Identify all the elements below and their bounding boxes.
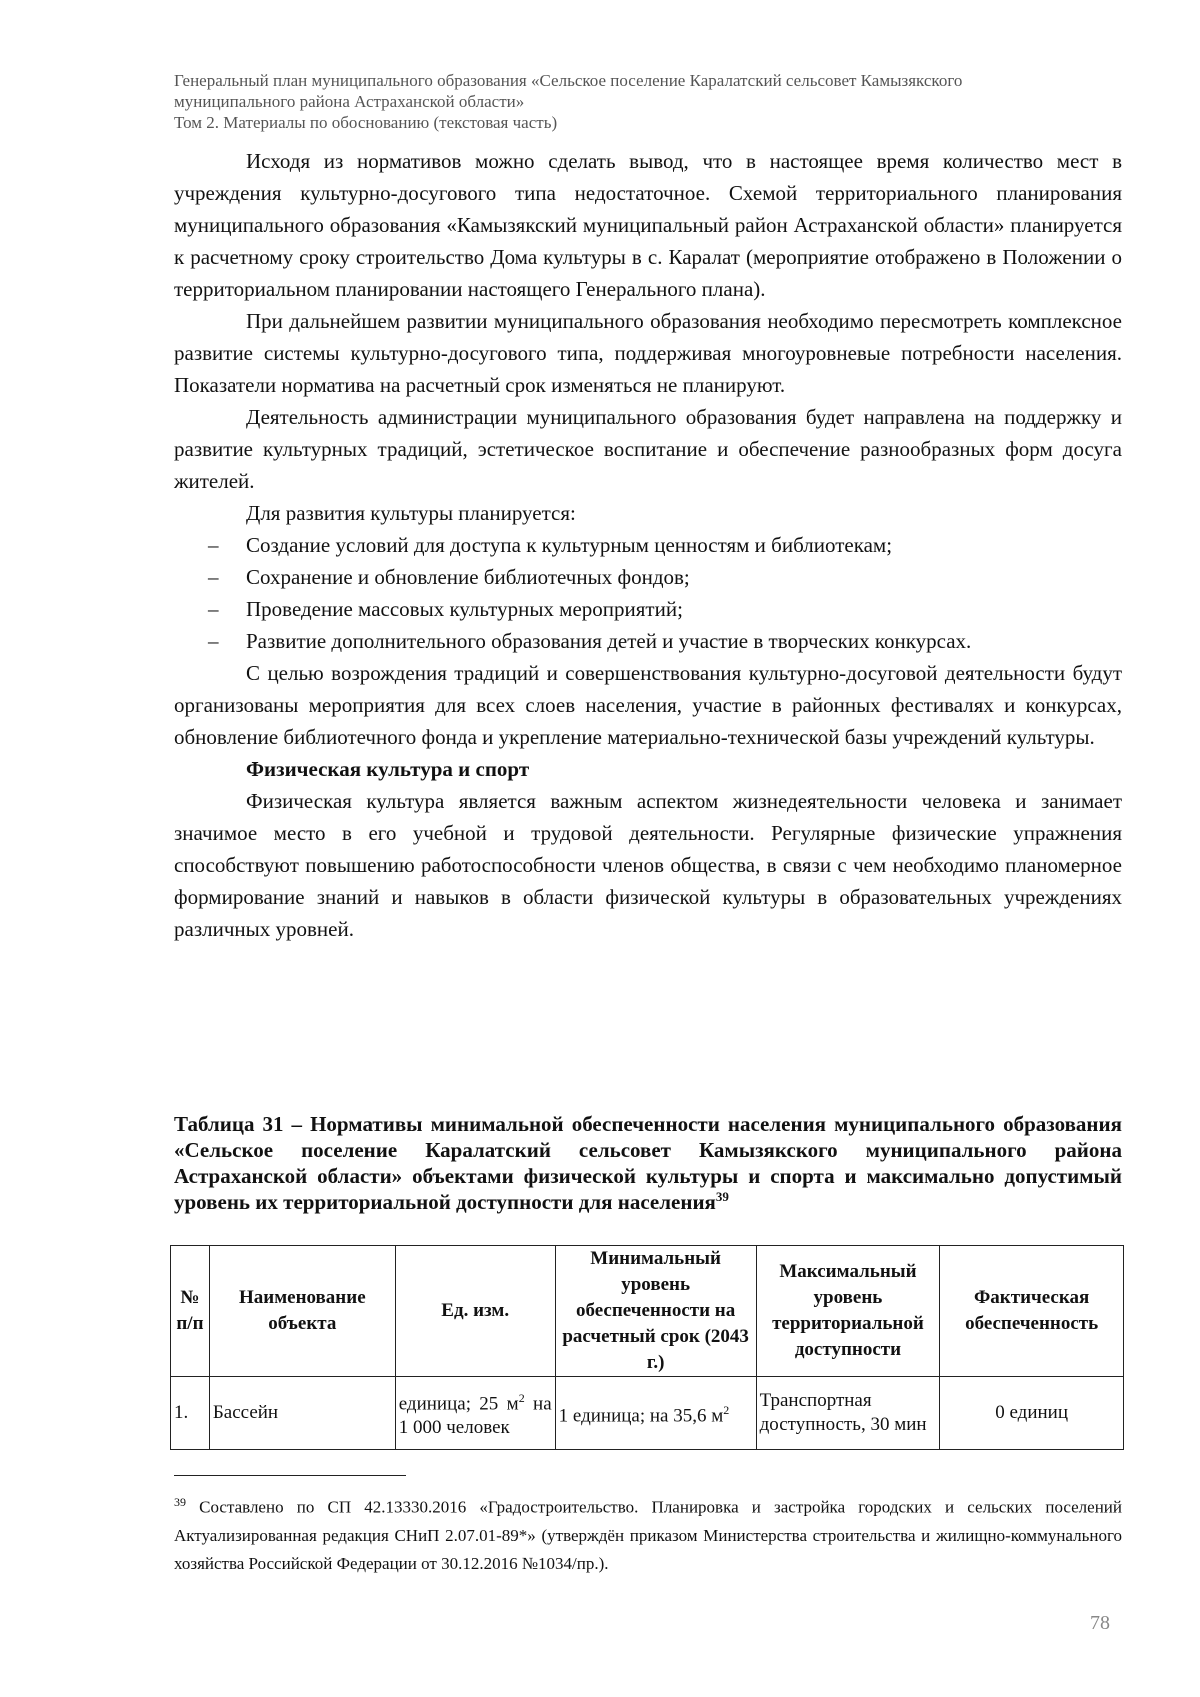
table-caption [174,1111,1122,1215]
footnote-ref[interactable]: 39 [715,1189,729,1204]
cell-num: 1. [171,1377,210,1450]
list-marker: – [208,597,219,621]
list-item [174,625,1122,657]
list-item [174,529,1122,561]
cell-unit-text-b: на 1 000 человек [398,1393,552,1439]
footnote-text: Составлено по СП 42.13330.2016 «Градостроительство. Планировка и застройка городских и сельских поселений Актуализированная редакция СНиП 2.07.01-89*» (утверждён приказом Министерства строительства и жилищно-коммунального хозяйства Российской Федерации от 30.12.2016 №1034/пр.). [174,1497,1122,1573]
paragraph: Деятельность администрации муниципального образования будет направлена на поддержку и развитие культурных традиций, эстетическое воспитание и обеспечение разнообразных форм досуга жителей. [174,405,1122,493]
table-caption-text: Таблица 31 – Нормативы минимальной обеспеченности населения муниципального образования «Сельское поселение Каралатский сельсовет Камызякского муниципального района Астраханской области» объектами физической культуры и спорта и максимально допустимый уровень их территориальной доступности для населения [174,1112,1122,1214]
paragraph: С целью возрождения традиций и совершенствования культурно-досуговой деятельности будут организованы мероприятия для всех слоев населения, участие в районных фестивалях и конкурсах, обновление библиотечного фонда и укрепление материально-технической базы учреждений культуры. [174,661,1122,749]
list-item-text: Сохранение и обновление библиотечных фондов; [246,565,690,589]
paragraph: Физическая культура является важным аспектом жизнедеятельности человека и занимает значимое место в его учебной и трудовой деятельности. Регулярные физические упражнения способствуют повышению работоспособности членов общества, в связи с чем необходимо планомерное формирование знаний и навыков в области физической культуры в образовательных учреждениях различных уровней. [174,789,1122,941]
running-header [174,70,1134,133]
header-unit: Ед. изм. [395,1246,555,1377]
list-marker: – [208,533,219,557]
cell-min-sup: 2 [723,1402,730,1417]
paragraph: Для развития культуры планируется: [246,501,576,525]
page-number: 78 [1090,1612,1110,1634]
header-num: № п/п [171,1246,210,1377]
header-name: Наименование объекта [209,1246,395,1377]
norms-table [170,1245,1124,1450]
table-row [171,1377,1124,1450]
cell-name: Бассейн [209,1377,395,1450]
header-max-level: Максимальный уровень территориальной доступности [756,1246,940,1377]
cell-min-level [555,1377,756,1450]
list-item [174,593,1122,625]
footnote [174,1488,1122,1578]
header-line-2: муниципального района Астраханской области» [174,92,525,111]
section-heading: Физическая культура и спорт [246,757,530,781]
list-marker: – [208,629,219,653]
list-item-text: Создание условий для доступа к культурным ценностям и библиотекам; [246,533,893,557]
cell-unit-sup: 2 [518,1390,525,1405]
paragraph: При дальнейшем развитии муниципального образования необходимо пересмотреть комплексное развитие системы культурно-досугового типа, поддерживая многоуровневые потребности населения. Показатели норматива на расчетный срок изменяться не планируют. [174,309,1122,397]
header-line-1: Генеральный план муниципального образования «Сельское поселение Каралатский сельсовет Камызякского [174,71,963,90]
list-item-text: Проведение массовых культурных мероприятий; [246,597,683,621]
list-marker: – [208,565,219,589]
list-item-text: Развитие дополнительного образования детей и участие в творческих конкурсах. [246,629,972,653]
cell-max-level: Транспортная доступность, 30 мин [756,1377,940,1450]
header-min-level: Минимальный уровень обеспеченности на расчетный срок (2043 г.) [555,1246,756,1377]
table-header-row [171,1246,1124,1377]
footnote-number: 39 [174,1495,186,1509]
header-line-3: Том 2. Материалы по обоснованию (текстовая часть) [174,113,558,132]
paragraph: Исходя из нормативов можно сделать вывод, что в настоящее время количество мест в учреждения культурно-досугового типа недостаточное. Схемой территориального планирования муниципального образования «Камызякский муниципальный район Астраханской области» планируется к расчетному сроку строительство Дома культуры в с. Каралат (мероприятие отображено в Положении о территориальном планировании настоящего Генерального плана). [174,149,1122,301]
header-actual: Фактическая обеспеченность [940,1246,1124,1377]
cell-actual: 0 единиц [940,1377,1124,1450]
footnote-separator [174,1475,406,1476]
body-text [174,145,1122,945]
list-item [174,561,1122,593]
cell-unit [395,1377,555,1450]
culture-plan-list [174,529,1122,657]
cell-min-text: 1 единица; на 35,6 м [558,1405,724,1427]
cell-unit-text-a: единица; 25 м [398,1393,519,1415]
